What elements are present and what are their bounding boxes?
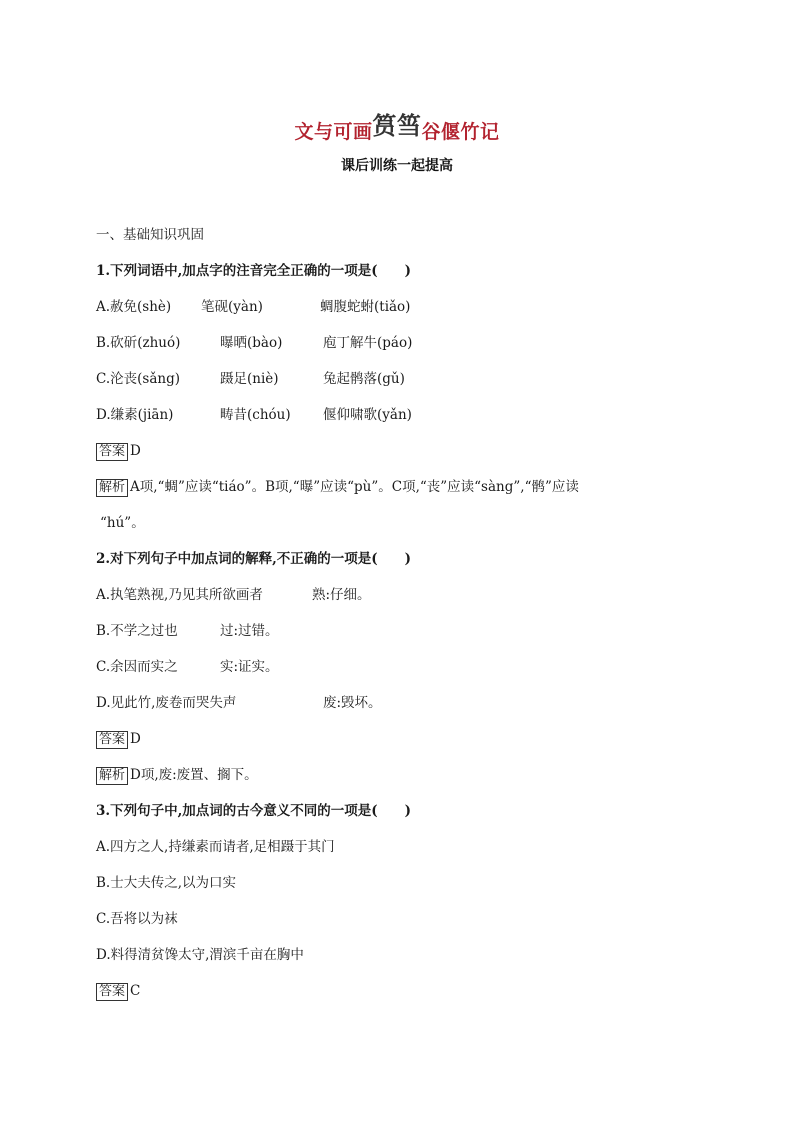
- q3-option-a: A.四方之人,持缣素而请者,足相蹑于其门: [96, 839, 335, 855]
- title-part-2: 筼筜: [372, 111, 422, 140]
- analysis-badge: 解析: [96, 479, 128, 497]
- answer-badge: 答案: [96, 443, 128, 461]
- answer-badge: 答案: [96, 731, 128, 749]
- answer-badge: 答案: [96, 983, 128, 1001]
- q3-stem: 3.下列句子中,加点词的古今意义不同的一项是( ): [96, 803, 412, 819]
- q2-stem: 2.对下列句子中加点词的解释,不正确的一项是( ): [96, 551, 412, 567]
- section-heading: 一、基础知识巩固: [96, 227, 204, 243]
- q1-stem: 1.下列词语中,加点字的注音完全正确的一项是( ): [96, 263, 412, 279]
- q1-answer: 答案 D: [96, 442, 141, 461]
- q3-option-d: D.料得清贫馋太守,渭滨千亩在胸中: [96, 947, 304, 963]
- page-title: [0, 110, 794, 145]
- page-subtitle: 课后训练一起提高: [341, 158, 453, 174]
- q2-answer: 答案 D: [96, 730, 141, 749]
- q1-analysis: 解析 A项,“蜩”应读“tiáo”。B项,“曝”应读“pù”。C项,“丧”应读“sàng”,“鹘”应读: [96, 478, 579, 497]
- q3-answer: 答案 C: [96, 982, 140, 1001]
- q2-analysis: 解析 D项,废:废置、搁下。: [96, 766, 258, 785]
- q3-option-b: B.士大夫传之,以为口实: [96, 875, 237, 891]
- title-part-3: 谷偃竹记: [421, 121, 500, 143]
- q1-analysis-cont: “hú”。: [100, 515, 145, 531]
- q3-option-c: C.吾将以为袜: [96, 911, 178, 927]
- analysis-badge: 解析: [96, 767, 128, 785]
- title-part-1: 文与可画: [294, 121, 373, 143]
